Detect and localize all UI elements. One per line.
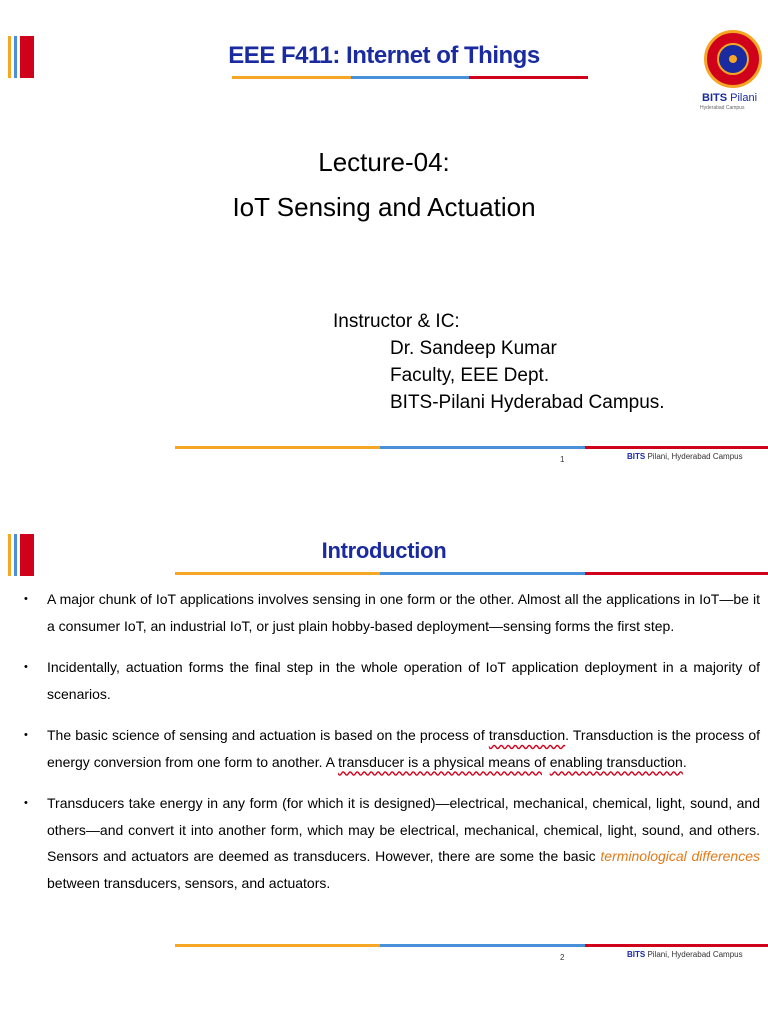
underlined-term: transduction: [488, 727, 566, 743]
lecture-number: Lecture-04:: [318, 147, 450, 177]
bullet-text: f: [541, 753, 550, 770]
bullet-item: • A major chunk of IoT applications involves sensing in one form or the other. Almost all the applications in IoT—be it a consumer IoT, an industrial IoT, or just plain hobby-based deployment—sensing forms the first step.: [20, 586, 760, 639]
footer-brand: [627, 950, 743, 959]
highlighted-term: terminological differences: [600, 848, 760, 864]
page-number: 1: [560, 455, 565, 464]
slide-2: [0, 512, 768, 1024]
bits-logo: [698, 30, 768, 110]
footer-brand: [627, 452, 743, 461]
footer-rule: [175, 944, 768, 947]
footer-rule: [175, 446, 768, 449]
slide-title: Introduction: [321, 538, 447, 563]
instructor-block: [333, 308, 665, 416]
lecture-topic: IoT Sensing and Actuation: [232, 192, 536, 222]
footer-brand-bold: BITS: [627, 950, 646, 959]
bullet-text: .: [682, 753, 687, 770]
instructor-name: Dr. Sandeep Kumar: [390, 338, 557, 359]
bullet-item: • Incidentally, actuation forms the final step in the whole operation of IoT application deployment in a majority of scenarios.: [20, 654, 760, 707]
bullet-text: The basic science of sensing and actuation is based on the process of: [47, 727, 489, 743]
footer-brand-rest: Pilani, Hyderabad Campus: [645, 452, 743, 461]
underlined-term: enabling transduction: [549, 753, 683, 770]
bullet-text: . Transduction is the process of energy conversion from one form to another. A: [47, 727, 761, 770]
instructor-dept: Faculty, EEE Dept.: [390, 365, 550, 386]
title-rule: [175, 572, 768, 575]
seal-icon: [704, 30, 762, 88]
instructor-campus: BITS-Pilani Hyderabad Campus.: [390, 392, 665, 413]
bullet-list: [20, 586, 760, 896]
logo-brand-thin: Pilani: [727, 92, 758, 104]
course-title: EEE F411: Internet of Things: [228, 42, 540, 69]
underlined-term: transducer is a physical means o: [338, 753, 542, 770]
logo-subtitle: Hyderabad Campus: [700, 105, 745, 111]
bullet-text: between transducers, sensors, and actuators.: [47, 874, 331, 891]
bullet-item: [20, 790, 760, 896]
footer-brand-rest: Pilani, Hyderabad Campus: [645, 950, 743, 959]
logo-brand-bold: BITS: [702, 92, 728, 104]
bullet-item: [20, 722, 760, 775]
slide-1: [0, 0, 768, 500]
bullet-text: Transducers take energy in any form (for which it is designed)—electrical, mechanical, chemical, light, sound, and others—and convert it into another form, which may be electrical, mechanical, chemical, light, sound, and others. Sensors and actuators are deemed as transducers. However, there are some the basic: [47, 795, 760, 864]
title-rule: [232, 76, 588, 79]
instructor-heading: Instructor & IC:: [333, 311, 460, 332]
page-number: 2: [560, 953, 565, 962]
footer-brand-bold: BITS: [627, 452, 646, 461]
